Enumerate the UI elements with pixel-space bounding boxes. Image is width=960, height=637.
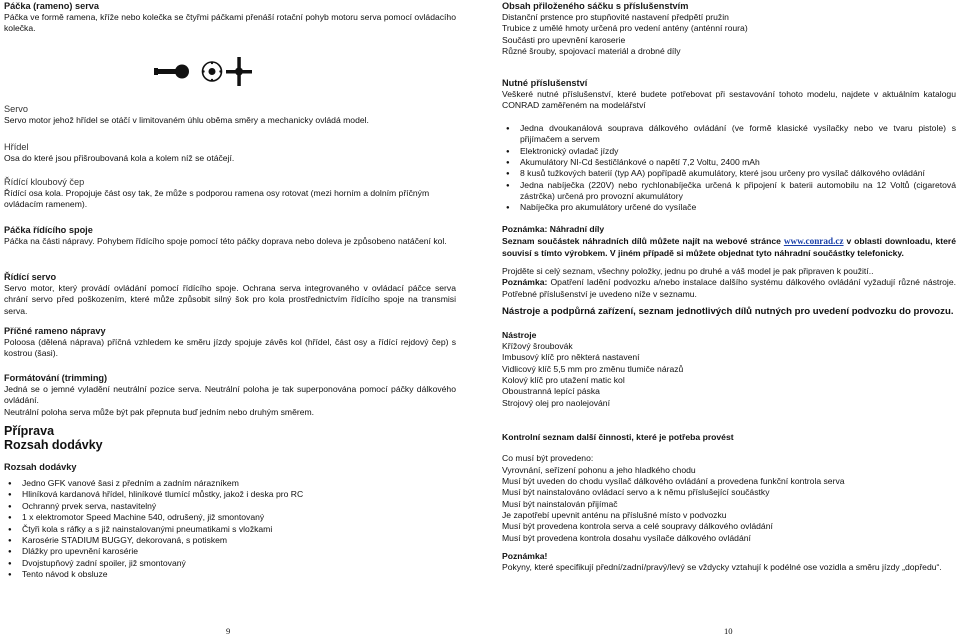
section-poznamka-dily [502,224,956,259]
heading-servo: Servo [4,104,29,114]
list-item: ● Tento návod k obsluze [4,569,456,580]
text-line: Distanční prstence pro stupňovité nastavení předpětí pružin [502,12,729,23]
text-line: Křížový šroubovák [502,341,573,351]
section-ridici-servo [4,271,456,317]
section-servo [4,103,456,126]
heading-obsah: Obsah přiloženého sáčku s příslušenstvím [502,1,689,11]
list-item: ● Ochranný prvek serva, nastavitelný [4,501,456,512]
text-poznamka-dily-a: Seznam součástek náhradních dílů můžete najít na webové stránce [502,236,784,247]
heading-poznamka-dily: Poznámka: Náhradní díly [502,224,605,234]
section-priprava [4,424,456,453]
section-rozsah [4,461,456,580]
text-line: Imbusový klíč pro některá nastavení [502,352,640,363]
heading-hridel: Hřídel [4,142,29,152]
text-line: Musí být provedena kontrola dosahu vysílače dálkového ovládání [502,532,751,543]
text-ridici-servo-1: Servo motor, který provádí ovládání pomocí řídícího spoje. [4,283,239,294]
heading-poznamka2: Poznámka! [502,551,548,561]
text-packa-ridiciho-spoje-2: Pohybem řídícího spoje pomocí této páčky doprava nebo doleva je způsobeno natáčení kol. [94,236,447,247]
list-item: ● Karosérie STADIUM BUGGY, dekorovaná, s potiskem [4,535,456,546]
list-item: ● Dlážky pro upevnění karosérie [4,546,456,557]
text-hridel: Osa do které jsou přišroubovaná kola a kolem níž se otáčejí. [4,153,235,164]
conrad-link[interactable]: www.conrad.cz [783,236,844,247]
text-formatovani-1: Jedná se o jemné vyladění neutrální pozice serva. [4,384,202,395]
heading-ridici-servo: Řídící servo [4,272,57,282]
section-nastroje [502,306,956,409]
text-projdete-2: Opatření ladění podvozku a/nebo instalace dalšího systému dálkového ovládání vyžadují různé nástroje. Potřebné příslušenství je uvedeno níže v seznamu. [502,277,956,299]
section-formatovani [4,372,456,418]
text-line: Musí být uveden do chodu vysílač dálkového ovládání a provedena funkční kontrola serva [502,476,845,487]
list-nutne [502,123,956,214]
text-poznamka-dily-b: v oblasti downloadu, které souvisí s tímto výrobkem. V jiném případě si můžete objednat tyto náhradní součástky telefonicky. [502,236,956,258]
list-item: ● Jedno GFK vanové šasi z předním a zadním nárazníkem [4,478,456,489]
list-item: ● Akumulátory NI-Cd šestičlánkové o napětí 7,2 Voltu, 2400 mAh [502,157,956,168]
text-line: Různé šrouby, spojovací materiál a drobné díly [502,46,681,57]
text-formatovani-2: Neutrální poloha je tak superponována pomocí páčky dálkového ovládání. [4,384,456,406]
heading-nutne: Nutné příslušenství [502,78,588,88]
text-ridici-kloubovy-cep-2: Propojuje část osy tak, že může s podporou ramena osy rotovat (mezi horním a dolním příčným ovládacím ramenem). [4,188,430,210]
text-servo: Servo motor jehož hřídel se otáčí v limitovaném úhlu oběma směry a mechanicky ovládá model. [4,115,369,126]
text-line: Je zapotřebí upevnit anténu na příslušné místo v podvozku [502,510,727,521]
list-item: ● Čtyři kola s ráfky a s již nainstalovanými pneumatikami s vložkami [4,524,456,535]
list-rozsah [4,478,456,580]
subheading-nastroje: Nástroje [502,329,537,340]
list-item: ● Dvojstupňový zadní spoiler, již smontovaný [4,558,456,569]
text-line: Součásti pro upevnění karoserie [502,34,626,45]
text-line: Trubice z umělé hmoty určená pro vedení antény (anténní roura) [502,23,748,34]
section-obsah [502,0,956,58]
text-packa-rameno: Páčka ve formě ramena, kříže nebo kolečka se čtyřmi páčkami přenáší rotační pohyb motoru serva pomocí ovládacího kolečka. [4,12,456,34]
label-poznamka: Poznámka: [502,277,548,288]
text-formatovani-3: Neutrální poloha serva může být pak přepnuta buď jedním nebo druhým směrem. [4,406,315,417]
page-number-right: 10 [724,626,733,636]
heading-kontrolni: Kontrolní seznam další činnosti, které je potřeba provést [502,432,734,442]
text-line: Musí být provedena kontrola serva a celé soupravy dálkového ovládání [502,521,773,532]
list-item: ● Hliníková kardanová hřídel, hliníkové tlumící můstky, jakož i deska pro RC [4,489,456,500]
section-hridel [4,141,456,164]
list-item: ● Elektronický ovladač jízdy [502,146,956,157]
heading-ridici-kloubovy-cep: Řídící kloubový čep [4,177,85,187]
list-item: ● Jedna dvoukanálová souprava dálkového ovládání (ve formě klasické vysílačky nebo ve tvaru pistole) s přijímačem a servem [502,123,956,146]
text-packa-ridiciho-spoje-1: Páčka na části nápravy. [4,236,95,247]
section-ridici-kloubovy-cep [4,176,456,211]
text-line: Vidlicový klíč 5,5 mm pro změnu tlumiče nárazů [502,363,684,374]
text-ridici-kloubovy-cep-1: Řídící osa kola. [4,188,64,199]
servo-horn-types-icon [154,52,254,92]
heading-nastroje: Nástroje a podpůrná zařízení, seznam jednotlivých dílů nutných pro uvedení podvozku do provozu. [502,306,954,317]
section-nutne [502,77,956,214]
section-pricne-rameno [4,325,456,360]
text-line: Musí být nainstalován přijímač [502,498,618,509]
heading-rozsah: Rozsah dodávky [4,462,77,472]
section-kontrolni [502,432,956,544]
page-number-left: 9 [226,626,231,636]
heading-packa-rameno: Páčka (rameno) serva [4,1,99,11]
text-line: Co musí být provedeno: [502,453,594,464]
heading-rozsah-dodavky-big: Rozsah dodávky [4,438,103,453]
text-poznamka2: Pokyny, které specifikují přední/zadní/pravý/levý se vždycky vztahují k podélné ose vozidla a směru jízdy „dopředu“. [502,562,942,573]
text-projdete-1: Projděte si celý seznam, všechny položky, jednu po druhé a váš model je pak připraven k použití.. [502,266,874,276]
list-item: ● Nabíječka pro akumulátory určené do vysílače [502,202,956,213]
heading-priprava: Příprava [4,424,55,438]
section-projdete [502,266,956,300]
list-item: ● 8 kusů tužkových baterií (typ AA) popřípadě akumulátory, které jsou určeny pro vysílač dálkového ovládání [502,168,956,179]
list-item: ● 1 x elektromotor Speed Machine 540, odrušený, již smontovaný [4,512,456,523]
heading-pricne-rameno: Příčné rameno nápravy [4,326,106,336]
section-packa-rameno [4,0,456,35]
list-item: ● Jedna nabíječka (220V) nebo rychlonabíječka určená k připojení k baterii automobilu na 12 Voltů (cigaretová zástrčka) určená pro provozní akumulátory [502,180,956,203]
text-line: Strojový olej pro naolejování [502,397,610,408]
text-line: Musí být nainstalováno ovládací servo a k němu příslušející součástky [502,487,770,498]
text-ridici-servo-2: Ochrana serva integrovaného v ovládací páčce serva chrání servo před poškozením, které může způsobit silný šok pro kola prostřednictvím řídícího spoje na transmisi serva. [4,283,456,316]
text-nutne-intro: Veškeré nutné příslušenství, které budete potřebovat při sestavování tohoto modelu, najdete v aktuálním katalogu CONRAD zaměřeném na modelářství [502,89,956,111]
heading-formatovani: Formátování (trimming) [4,373,108,383]
section-poznamka2 [502,551,956,574]
section-packa-ridiciho-spoje [4,224,456,247]
heading-packa-ridiciho-spoje: Páčka řídícího spoje [4,225,93,235]
text-pricne-rameno: Poloosa (dělená náprava) příčná vzhledem ke směru jízdy spojuje závěs kol (hřídel, část osy a řídící rejdový čep) s kostrou (šasi). [4,337,456,359]
text-line: Vyrovnání, seřízení pohonu a jeho hladkého chodu [502,464,696,475]
text-line: Kolový klíč pro utažení matic kol [502,375,625,386]
text-line: Oboustranná lepící páska [502,386,600,397]
